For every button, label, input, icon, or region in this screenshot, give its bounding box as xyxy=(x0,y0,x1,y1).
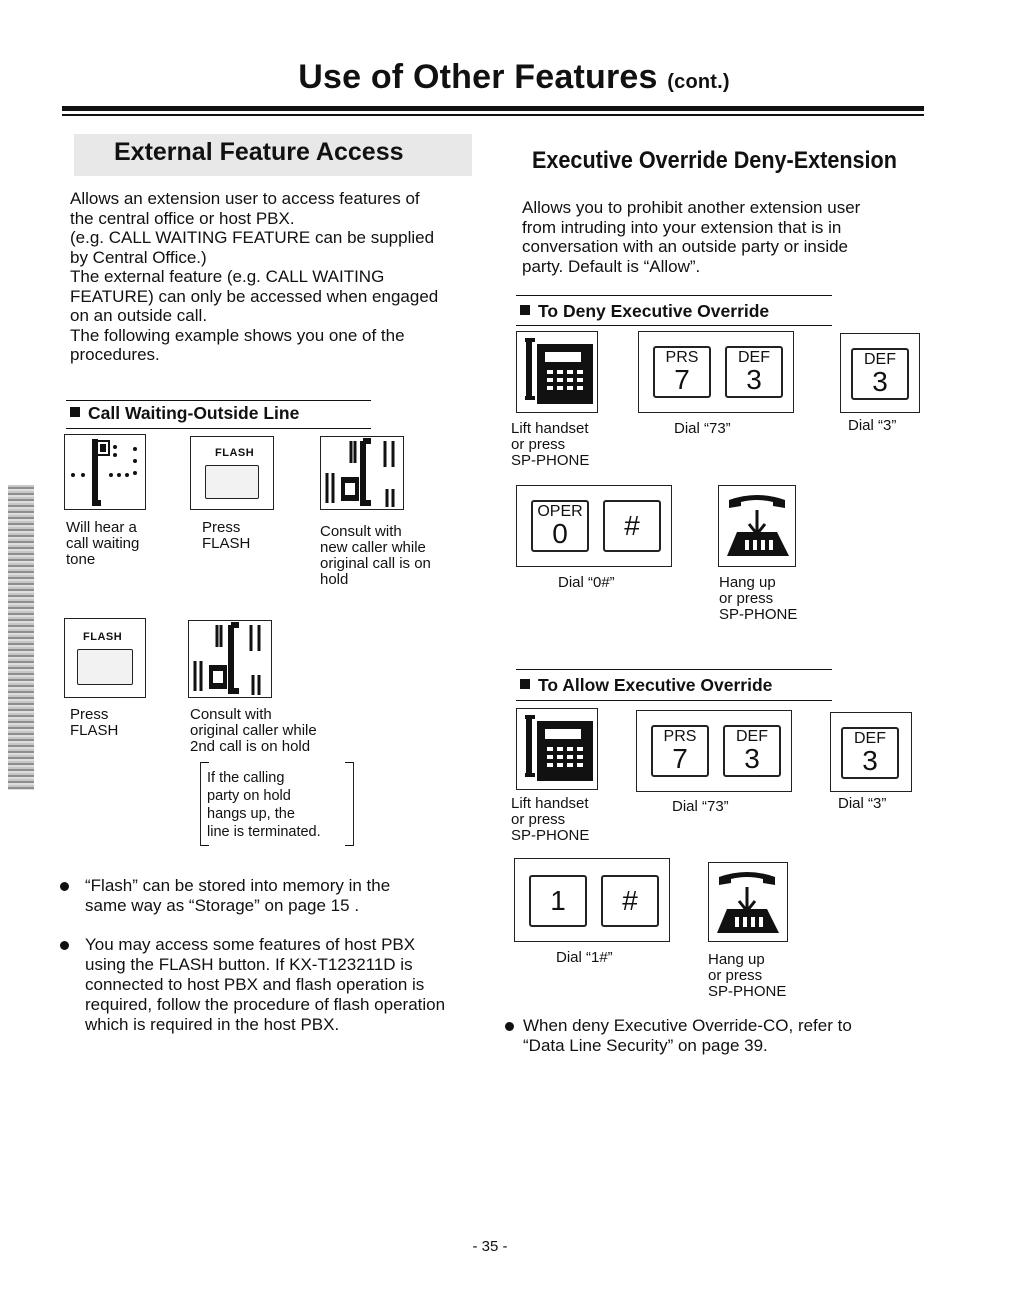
host-pbx-bullet: You may access some features of host PBX using the FLASH button. If KX-T123211D is connected to host PBX and flash operation is required, follow the procedure of flash operation which is required in the host PBX. xyxy=(85,935,446,1034)
sub-heading-deny: To Deny Executive Override xyxy=(520,301,769,322)
hold-termination-note xyxy=(200,762,354,846)
telephone-handset-icon xyxy=(517,709,597,789)
key-3-def[interactable]: DEF 3 xyxy=(851,348,909,400)
step-caption: Dial “73” xyxy=(674,420,731,437)
step-caption: Dial “1#” xyxy=(556,949,613,966)
lift-handset-illustration xyxy=(516,708,598,790)
section-heading-executive-override: Executive Override Deny-Extension xyxy=(532,147,897,174)
step-caption: Lift handset or press SP-PHONE xyxy=(511,420,590,469)
sub-rule-bottom xyxy=(516,700,832,701)
step-caption: Dial “0#” xyxy=(558,574,615,591)
flash-key-label: FLASH xyxy=(83,631,123,643)
telephone-handset-icon xyxy=(517,332,597,412)
external-feature-intro: Allows an extension user to access features of the central office or host PBX. (e.g. CALL WAITING FEATURE can be supplied by Central Office.) The external feature (e.g. CALL WAITING FEATURE) can only be accessed when engaged on an outside call. The following example shows you one of the procedures. xyxy=(70,189,439,364)
call-waiting-tone-illustration xyxy=(64,434,146,510)
step-caption: Consult with original caller while 2nd call is on hold xyxy=(190,706,317,755)
hang-up-illustration xyxy=(718,485,796,567)
dial-73-illustration xyxy=(636,710,792,792)
flash-button[interactable] xyxy=(205,465,259,499)
note-bracket-tick xyxy=(345,762,353,763)
sub-heading-call-waiting: Call Waiting-Outside Line xyxy=(70,403,299,424)
sub-rule-top xyxy=(516,669,832,670)
bullet-dot xyxy=(60,941,69,950)
note-bracket-tick xyxy=(345,845,353,846)
note-bracket-tick xyxy=(201,762,209,763)
flash-button[interactable] xyxy=(77,649,133,685)
consult-new-caller-illustration xyxy=(320,436,404,510)
scan-margin-strip xyxy=(8,485,34,790)
step-caption: Dial “3” xyxy=(838,795,887,812)
step-caption: Dial “73” xyxy=(672,798,729,815)
key-7-prs[interactable]: PRS 7 xyxy=(653,346,711,398)
handset-consult-icon xyxy=(189,621,271,697)
dial-1-hash-illustration xyxy=(514,858,670,942)
dial-3-illustration xyxy=(840,333,920,413)
step-caption: Lift handset or press SP-PHONE xyxy=(511,795,590,844)
square-bullet-icon xyxy=(520,305,530,315)
section-heading-external-feature: External Feature Access xyxy=(114,138,404,166)
note-bracket-tick xyxy=(201,845,209,846)
square-bullet-icon xyxy=(70,407,80,417)
sub-rule-top xyxy=(66,400,371,401)
step-caption: Press FLASH xyxy=(70,706,119,739)
consult-original-caller-illustration xyxy=(188,620,272,698)
flash-storage-bullet: “Flash” can be stored into memory in the same way as “Storage” on page 15 . xyxy=(85,876,391,915)
title-rule-thin xyxy=(62,114,924,116)
step-caption: Will hear a call waiting tone xyxy=(66,519,140,568)
sub-heading-allow: To Allow Executive Override xyxy=(520,675,772,696)
key-hash[interactable]: # xyxy=(601,875,659,927)
key-3-def[interactable]: DEF 3 xyxy=(841,727,899,779)
title-rule xyxy=(62,106,924,111)
flash-key-label: FLASH xyxy=(215,447,255,459)
square-bullet-icon xyxy=(520,679,530,689)
key-hash[interactable]: # xyxy=(603,500,661,552)
dial-73-illustration xyxy=(638,331,794,413)
step-caption: Consult with new caller while original call is on hold xyxy=(320,523,431,588)
key-3-def[interactable]: DEF 3 xyxy=(725,346,783,398)
executive-override-intro: Allows you to prohibit another extension user from intruding into your extension that is in conversation with an outside party or inside party. Default is “Allow”. xyxy=(522,198,861,276)
handset-consult-icon xyxy=(321,437,403,509)
sub-rule-top xyxy=(516,295,832,296)
step-caption: Hang up or press SP-PHONE xyxy=(708,951,787,1000)
handset-tone-icon xyxy=(65,435,145,509)
hang-up-phone-icon xyxy=(709,863,787,941)
sub-rule-bottom xyxy=(516,325,832,326)
step-caption: Press FLASH xyxy=(202,519,251,552)
step-caption: Dial “3” xyxy=(848,417,897,434)
note-text: If the calling party on hold hangs up, the line is terminated. xyxy=(207,770,321,840)
page-title: Use of Other Features (cont.) xyxy=(298,58,730,96)
dial-3-illustration xyxy=(830,712,912,792)
data-line-security-bullet: When deny Executive Override-CO, refer to “Data Line Security” on page 39. xyxy=(523,1016,852,1055)
key-0-oper[interactable]: OPER 0 xyxy=(531,500,589,552)
key-7-prs[interactable]: PRS 7 xyxy=(651,725,709,777)
hang-up-illustration xyxy=(708,862,788,942)
bullet-dot xyxy=(505,1022,514,1031)
bullet-dot xyxy=(60,882,69,891)
title-suffix: (cont.) xyxy=(667,71,730,93)
dial-0-hash-illustration xyxy=(516,485,672,567)
page-number: - 35 - xyxy=(472,1238,508,1255)
lift-handset-illustration xyxy=(516,331,598,413)
flash-step-illustration-2 xyxy=(64,618,146,698)
hang-up-phone-icon xyxy=(719,486,795,566)
step-caption: Hang up or press SP-PHONE xyxy=(719,574,798,623)
key-1[interactable]: 1 xyxy=(529,875,587,927)
flash-step-illustration xyxy=(190,436,274,510)
key-3-def[interactable]: DEF 3 xyxy=(723,725,781,777)
sub-rule-bottom xyxy=(66,428,371,429)
